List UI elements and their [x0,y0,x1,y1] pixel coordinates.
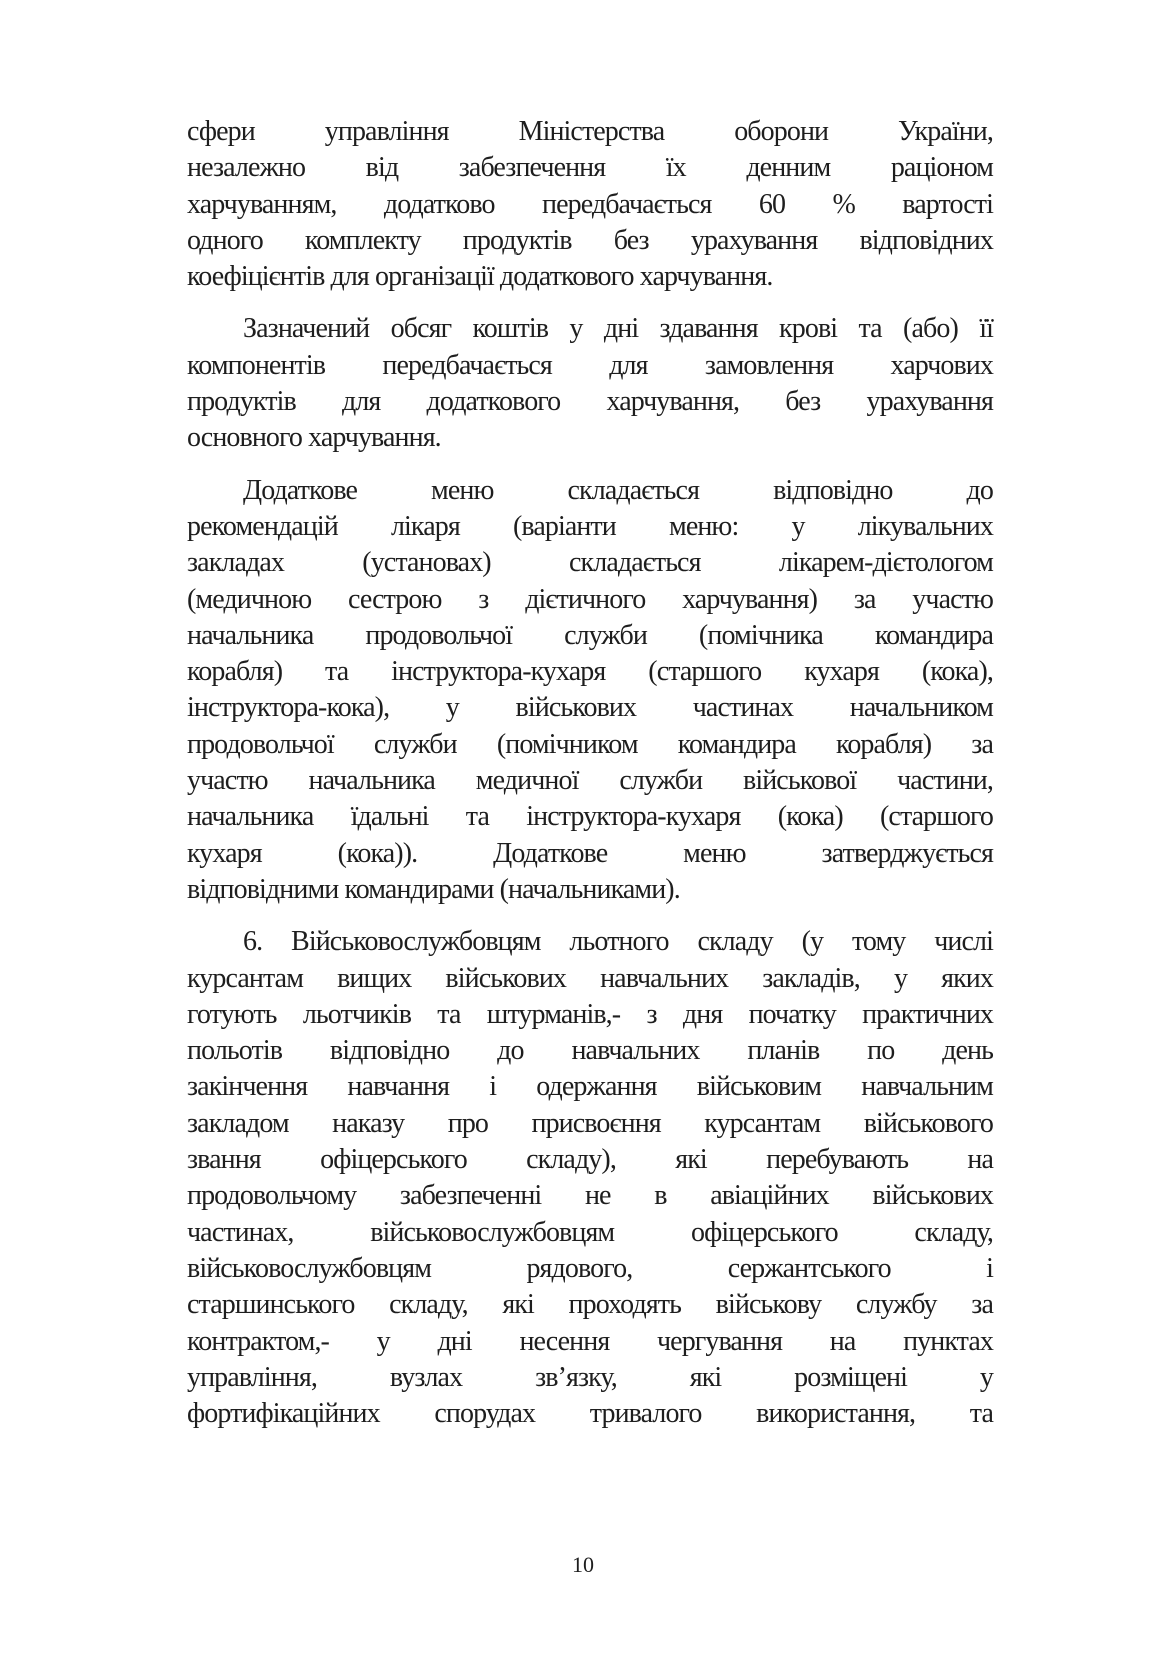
text-line: фортифікаційних спорудах тривалого використання, та [187,1398,993,1430]
text-line: сфери управління Міністерства оборони України, [187,116,993,147]
text-line: закладом наказу про присвоєння курсантам військового [187,1107,993,1139]
text-line: рекомендацій лікаря (варіанти меню: у лікувальних [187,510,993,542]
text-line: військовослужбовцям рядового, сержантського і [187,1252,993,1284]
paragraph [187,114,993,295]
text-line: корабля) та інструктора-кухаря (старшого кухаря (кока), [187,656,993,688]
text-line: інструктора-кока), у військових частинах начальником [187,692,993,724]
text-line: одного комплекту продуктів без урахування відповідних [187,224,993,256]
text-line: продуктів для додаткового харчування, без урахування [187,386,993,418]
text-line: начальника їдальні та інструктора-кухаря (кока) (старшого [187,801,993,833]
text-line: продовольчої служби (помічником командира корабля) за [187,728,993,760]
text-line: контрактом,- у дні несення чергування на пунктах [187,1325,993,1357]
text-line: курсантам вищих військових навчальних закладів, у яких [187,962,993,994]
text-line: кухаря (кока)). Додаткове меню затверджується [187,837,993,869]
text-line: Додаткове меню складається відповідно до [243,474,993,506]
text-line: основного харчування. [187,422,441,454]
paragraph [187,311,993,456]
text-line: управління, вузлах зв’язку, які розміщені у [187,1361,993,1393]
text-line: готують льотчиків та штурманів,- з дня початку практичних [187,998,993,1030]
paragraph [187,924,993,1432]
text-line: (медичною сестрою з дієтичного харчування) за участю [187,583,993,615]
text-line: 6. Військовослужбовцям льотного складу (у тому числі [243,926,993,958]
text-line: закінчення навчання і одержання військовим навчальним [187,1071,993,1103]
text-line: відповідними командирами (начальниками). [187,873,680,905]
text-line: частинах, військовослужбовцям офіцерського складу, [187,1216,993,1248]
text-line: коефіцієнтів для організації додаткового харчування. [187,261,773,293]
text-line: продовольчому забезпеченні не в авіаційних військових [187,1180,993,1212]
text-line: компонентів передбачається для замовлення харчових [187,349,993,381]
paragraph [187,473,993,909]
text-line: харчуванням, додатково передбачається 60 % вартості [187,188,993,220]
body-text [187,114,993,1448]
text-line: звання офіцерського складу), які перебувають на [187,1144,993,1176]
page-number: 10 [572,1552,594,1577]
text-line: незалежно від забезпечення їх денним раціоном [187,152,993,184]
text-line: закладах (установах) складається лікарем-дієтологом [187,547,993,579]
text-line: старшинського складу, які проходять військову службу за [187,1289,993,1321]
text-line: польотів відповідно до навчальних планів по день [187,1035,993,1067]
text-line: начальника продовольчої служби (помічника командира [187,619,993,651]
text-line: участю начальника медичної служби військової частини, [187,765,993,797]
text-line: Зазначений обсяг коштів у дні здавання крові та (або) її [243,313,993,345]
